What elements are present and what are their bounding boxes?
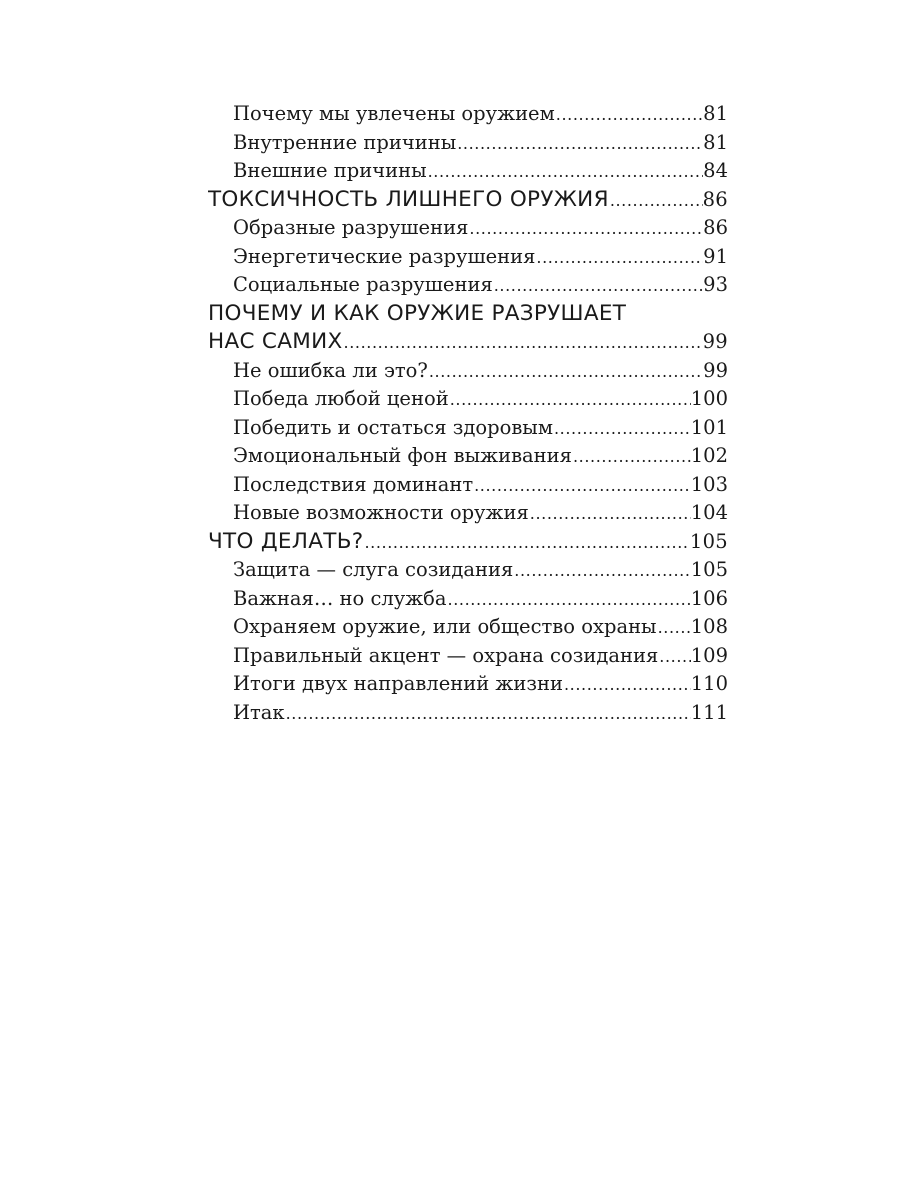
toc-chapter-title: ЧТО ДЕЛАТЬ? — [208, 528, 364, 554]
dot-leader — [555, 101, 703, 129]
dot-leader — [363, 529, 689, 557]
toc-entry — [208, 699, 728, 728]
toc-chapter — [208, 528, 728, 557]
toc-page-number: 102 — [690, 444, 728, 467]
toc-page-number: 104 — [690, 501, 728, 524]
toc-entry — [208, 556, 728, 585]
toc-entry-title: Победа любой ценой — [233, 387, 449, 410]
toc-entry — [208, 214, 728, 243]
dot-leader — [468, 215, 703, 243]
dot-leader — [657, 614, 691, 642]
toc-entry — [208, 243, 728, 272]
toc-page-number: 99 — [702, 330, 728, 353]
toc-entry — [208, 499, 728, 528]
toc-entry — [208, 613, 728, 642]
toc-entry-title: Внутренние причины — [233, 130, 457, 154]
toc-entry-title: Победить и остаться здоровым — [233, 415, 553, 439]
toc-entry-title: Правильный акцент — охрана созидания — [233, 643, 659, 667]
toc-entry-title: Образные разрушения — [233, 216, 469, 239]
toc-page-number: 93 — [703, 273, 728, 296]
dot-leader — [553, 415, 691, 443]
toc-page-number: 100 — [690, 387, 728, 410]
dot-leader — [513, 557, 691, 585]
dot-leader — [447, 586, 691, 614]
toc-entry — [208, 157, 728, 186]
toc-page-number: 91 — [703, 244, 728, 268]
toc-entry-title: Не ошибка ли это? — [233, 358, 428, 382]
toc-entry-title: Защита — слуга созидания — [233, 558, 514, 581]
dot-leader — [609, 187, 703, 215]
toc-entry — [208, 642, 728, 671]
toc-page-number: 101 — [690, 415, 728, 439]
toc-entry — [208, 385, 728, 414]
dot-leader — [343, 329, 703, 357]
toc-page-number: 105 — [690, 558, 728, 581]
dot-leader — [285, 700, 691, 728]
toc-entry-title: Эмоциональный фон выживания — [233, 444, 572, 467]
dot-leader — [493, 272, 703, 300]
dot-leader — [563, 671, 691, 699]
dot-leader — [428, 358, 703, 386]
toc-entry-title: Итоги двух направлений жизни — [233, 672, 563, 695]
toc-entry — [208, 100, 728, 129]
toc-page-number: 108 — [690, 615, 728, 638]
toc-page-number: 105 — [689, 529, 728, 553]
toc-page-number: 110 — [690, 672, 728, 695]
toc-chapter-title-line1: ПОЧЕМУ И КАК ОРУЖИЕ РАЗРУШАЕТ — [208, 300, 627, 326]
toc-page-number: 111 — [690, 700, 728, 724]
toc-page-number: 99 — [703, 358, 728, 382]
toc-entry-title: Новые возможности оружия — [233, 501, 529, 524]
dot-leader — [456, 130, 703, 158]
toc-entry — [208, 414, 728, 443]
toc-entry-title: Итак — [233, 700, 285, 724]
toc-entry-title: Охраняем оружие, или общество охраны — [233, 615, 657, 638]
toc-entry — [208, 357, 728, 386]
toc-page-number: 109 — [690, 643, 728, 667]
toc-chapter-title: ТОКСИЧНОСТЬ ЛИШНЕГО ОРУЖИЯ — [208, 186, 609, 212]
toc-page-number: 86 — [703, 216, 728, 239]
dot-leader — [572, 443, 691, 471]
toc-entry-title: Социальные разрушения — [233, 273, 493, 296]
toc-chapter — [208, 328, 728, 357]
toc-entry — [208, 271, 728, 300]
toc-page-number: 81 — [703, 130, 728, 154]
dot-leader — [658, 643, 690, 671]
toc-entry — [208, 585, 728, 614]
toc-entry-title: Почему мы увлечены оружием — [233, 102, 555, 125]
toc-page-number: 106 — [690, 586, 728, 610]
toc-entry-title: Важная… но служба — [233, 586, 447, 610]
toc-entry-title: Последствия доминант — [233, 472, 474, 496]
toc-page-number: 81 — [703, 102, 728, 125]
toc-chapter-title-line2: НАС САМИХ — [208, 329, 343, 354]
toc-page-number: 86 — [702, 187, 728, 211]
toc-chapter — [208, 186, 728, 215]
toc-entry — [208, 442, 728, 471]
toc-entry — [208, 670, 728, 699]
dot-leader — [449, 386, 691, 414]
dot-leader — [427, 158, 704, 186]
dot-leader — [473, 472, 691, 500]
toc-entry-title: Внешние причины — [233, 159, 427, 182]
toc-entry — [208, 129, 728, 158]
table-of-contents — [208, 100, 728, 727]
toc-entry — [208, 471, 728, 500]
toc-page-number: 84 — [703, 159, 728, 182]
toc-page-number: 103 — [690, 472, 728, 496]
dot-leader — [535, 244, 703, 272]
toc-entry-title: Энергетические разрушения — [233, 244, 536, 268]
dot-leader — [529, 500, 691, 528]
